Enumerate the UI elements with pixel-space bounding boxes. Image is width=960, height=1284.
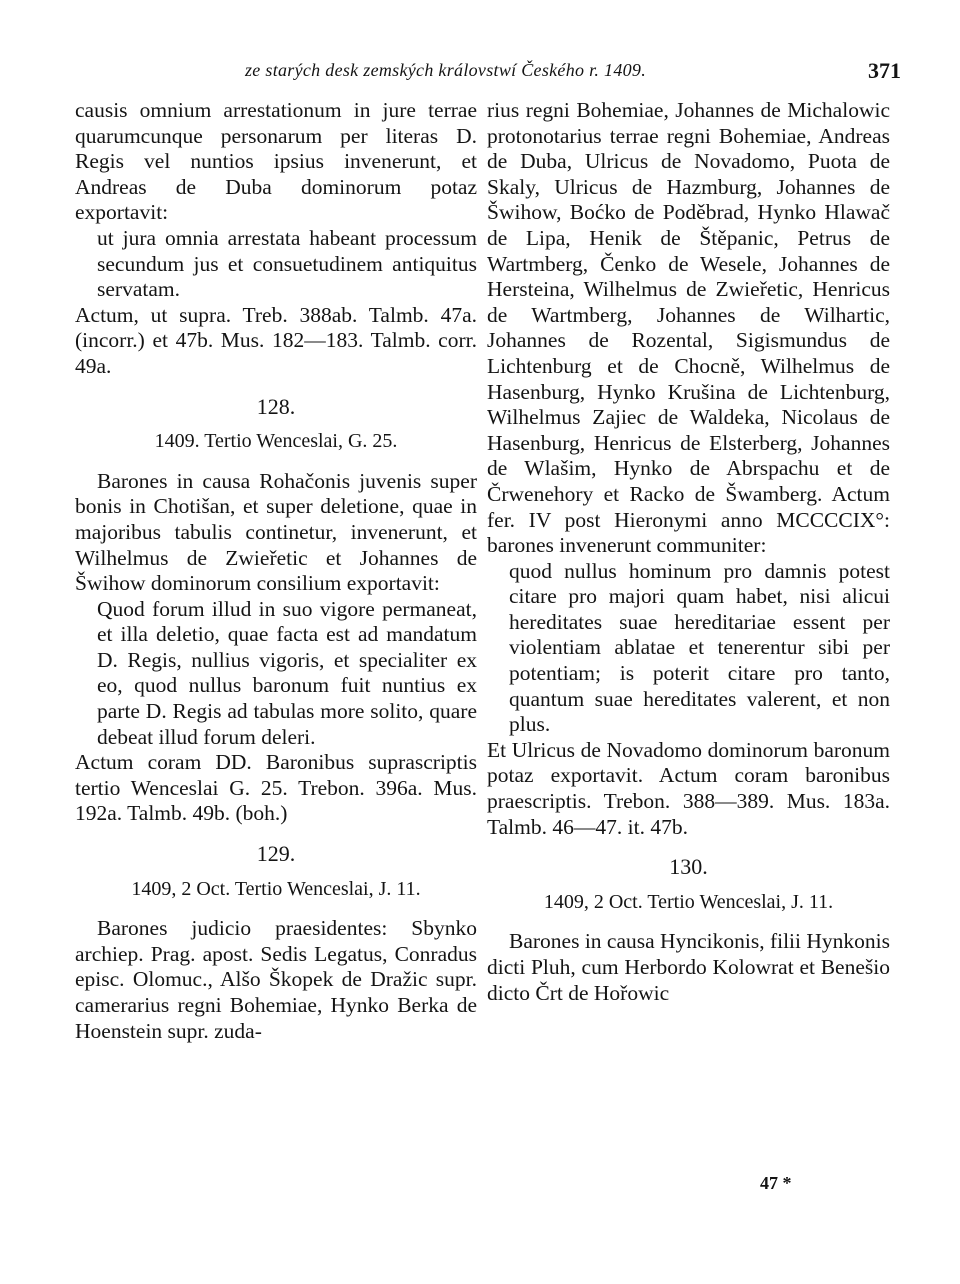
left-paragraph-3: Barones in causa Rohačonis juvenis super bonis in Chotišan, et super deletione, quae in majoribus tabulis continetur, invenerunt, et Wilhelmus de Zwieřetic et Johannes de Šwihow dominorum consilium exportavit: [75,468,477,596]
left-paragraph-1: causis omnium arrestationum in jure terrae quarumcunque personarum per literas D. Regis vel nuntios ipsius invenerunt, et Andreas de Duba dominorum potaz exportavit: [75,98,477,225]
date-line-128: 1409. Tertio Wenceslai, G. 25. [154,430,398,453]
left-paragraph-2: ut jura omnia arrestata habeant processum secundum jus et consuetudinem antiquitus servatam. [97,225,477,302]
reference-line-1: Actum, ut supra. Treb. 388ab. Talmb. 47a. (incorr.) et 47b. Mus. 182—183. Talmb. corr. 49a. [75,302,477,378]
date-line-129: 1409, 2 Oct. Tertio Wenceslai, J. 11. [131,877,421,900]
document-number-128: 128. [256,393,296,419]
left-paragraph-5: Barones judicio praesidentes: Sbynko archiep. Prag. apost. Sedis Legatus, Conradus episc. Olomuc., Alšo Škopek de Dražic supr. camerarius regni Bohemiae, Hynko Berka de Hoenstein supr. zuda- [75,916,477,1043]
running-title: ze starých desk zemských královstwí Českého r. 1409. [245,60,647,80]
right-paragraph-4: Barones in causa Hyncikonis, filii Hynkonis dicti Pluh, cum Herbordo Kolowrat et Benešio dicto Črt de Hořowic [487,929,890,1005]
document-number-130: 130. [669,854,708,880]
date-line-130: 1409, 2 Oct. Tertio Wenceslai, J. 11. [543,890,834,913]
left-paragraph-4: Quod forum illud in suo vigore permaneat, et illa deletio, quae facta est ad mandatum D. Regis, nullius vigoris, et specialiter ex eo, quod nullus baronum fuit nuntius ex parte D. Regis ad tabulas more solito, quare debeat illud forum deleri. [97,596,477,749]
left-column [75,98,477,1044]
right-paragraph-2: quod nullus hominum pro damnis potest citare pro majori quam habet, nisi alicui hereditates suae hereditariae essent per violentiam ablatae et tenerentur sibi per potentiam; is poterit citare pro tanto, quantum suae hereditates valerent, et non plus. [509,558,890,737]
signature-mark: 47 * [760,1173,792,1193]
right-paragraph-1: rius regni Bohemiae, Johannes de Michalowic protonotarius terrae regni Bohemiae, Andreas de Duba, Ulricus de Novadomo, Puota de Skaly, Ulricus de Hazmburg, Johannes de Šwihow, Boćko de Poděbrad, Hynko Hlawač de Lipa, Henik de Štěpanic, Petrus de Wartmberg, Čenko de Wesele, Johannes de Hersteina, Wilhelmus de Zwieřetic, Henricus de Wartmberg, Johannes de Wilhartic, Johannes de Rozental, Sigismundus de Lichtenburg et de Chocně, Wilhelmus de Hasenburg, Hynko Krušina de Lichtenburg, Wilhelmus Zajiec de Waldeka, Nicolaus de Hasenburg, Henricus de Elsterberg, Johannes de Wlašim, Hynko de Abrspachu et de Črwenehory et Racko de Šwamberg. Actum fer. IV post Hieronymi anno MCCCCIX°: barones invenerunt communiter: [487,98,890,558]
right-column [487,98,890,1006]
document-number-129: 129. [256,841,296,867]
reference-line-2: Actum coram DD. Baronibus suprascriptis tertio Wenceslai G. 25. Trebon. 396a. Mus. 192a. Talmb. 49b. (boh.) [75,750,477,826]
right-paragraph-3: Et Ulricus de Novadomo dominorum baronum potaz exportavit. Actum coram baronibus praescriptis. Trebon. 388—389. Mus. 183a. Talmb. 46—47. it. 47b. [487,737,890,839]
running-head [0,60,960,90]
page-number: 371 [868,58,901,83]
